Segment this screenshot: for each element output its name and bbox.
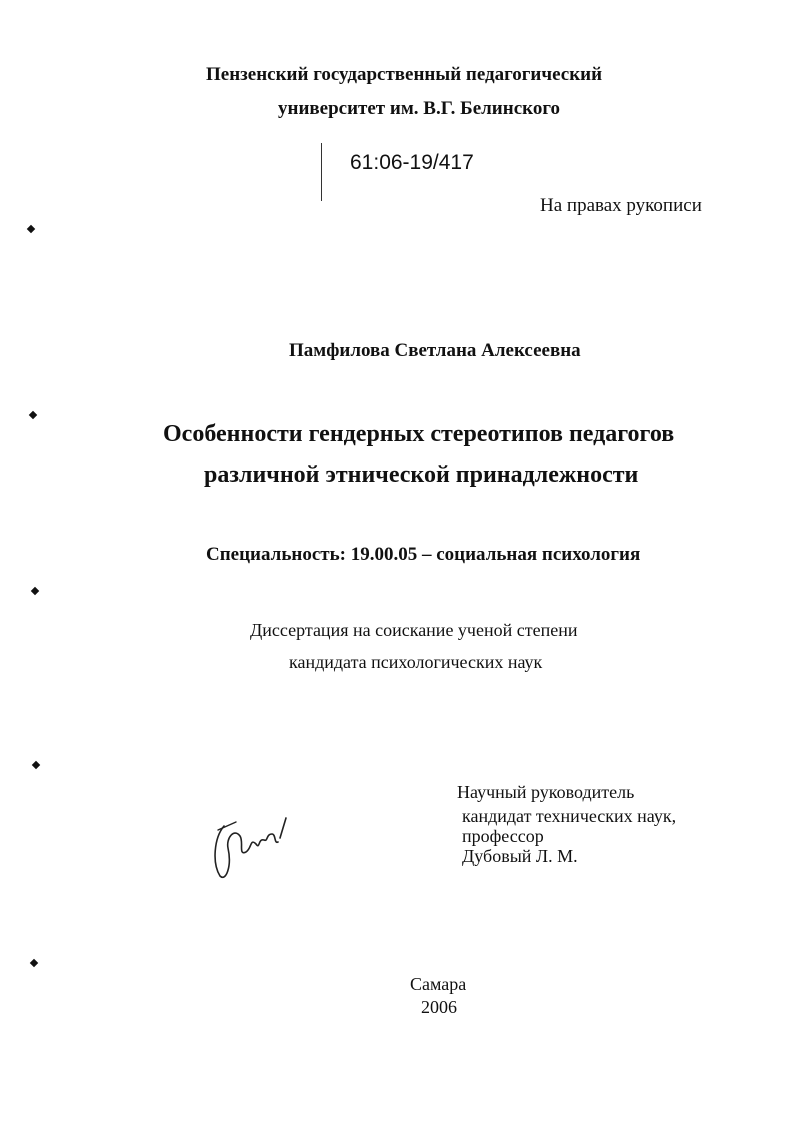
specialty: Специальность: 19.00.05 – социальная психология bbox=[206, 544, 641, 565]
supervisor-name: Дубовый Л. М. bbox=[462, 846, 578, 866]
year: 2006 bbox=[421, 997, 457, 1017]
university-name-line2: университет им. В.Г. Белинского bbox=[278, 98, 560, 119]
binding-hole-mark bbox=[32, 761, 40, 769]
supervisor-rank: профессор bbox=[462, 826, 544, 846]
supervisor-degree: кандидат технических наук, bbox=[462, 806, 677, 826]
catalog-code: 61:06-19/417 bbox=[350, 151, 474, 174]
binding-hole-mark bbox=[31, 587, 39, 595]
rights-note: На правах рукописи bbox=[540, 195, 702, 216]
author-name: Памфилова Светлана Алексеевна bbox=[289, 340, 581, 361]
binding-hole-mark bbox=[30, 959, 38, 967]
dissertation-line1: Диссертация на соискание ученой степени bbox=[250, 620, 578, 640]
handwritten-signature bbox=[210, 808, 300, 883]
binding-hole-mark bbox=[27, 225, 35, 233]
city: Самара bbox=[410, 974, 467, 994]
thesis-title-line1: Особенности гендерных стереотипов педагогов bbox=[163, 421, 675, 447]
supervisor-label: Научный руководитель bbox=[457, 782, 635, 802]
binding-hole-mark bbox=[29, 411, 37, 419]
thesis-title-line2: различной этнической принадлежности bbox=[204, 462, 639, 488]
dissertation-line2: кандидата психологических наук bbox=[289, 652, 543, 672]
university-name-line1: Пензенский государственный педагогический bbox=[206, 64, 603, 85]
stamp-divider bbox=[321, 143, 322, 201]
